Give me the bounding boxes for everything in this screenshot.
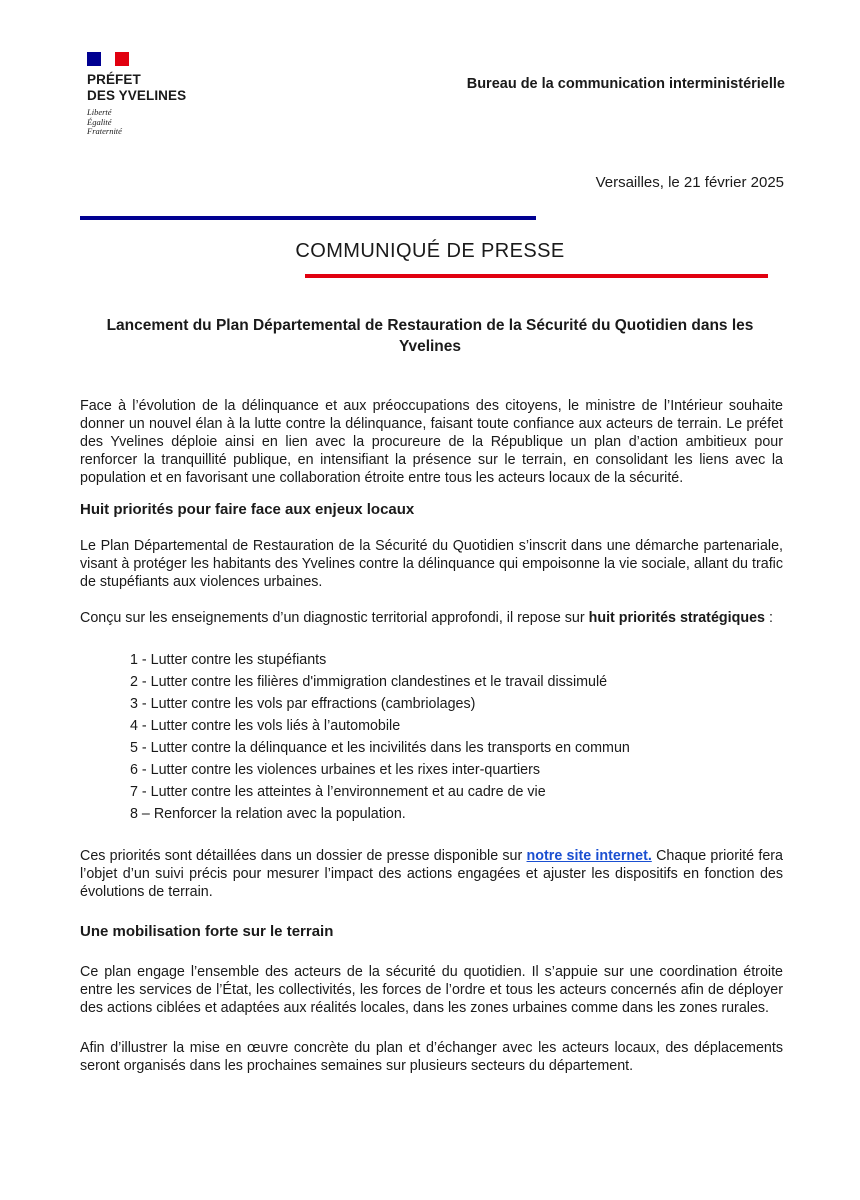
list-item: 4 - Lutter contre les vols liés à l’automobile: [130, 718, 401, 734]
intro-paragraph: Face à l’évolution de la délinquance et aux préoccupations des citoyens, le ministre de l’Intérieur souhaite donner un nouvel élan à la lutte contre la délinquance, faisant toute confiance aux acteurs de terrain. Le préfet des Yvelines déploie ainsi en lien avec la procureure de la République un plan d’action ambitieux pour renforcer la tranquillité publique, en intensifiant la présence sur le terrain, en consolidant les liens avec la population et en favorisant une collaboration étroite entre tous les acteurs locaux de la sécurité.: [80, 398, 783, 486]
blue-divider: [80, 216, 536, 220]
section1-paragraph2: Conçu sur les enseignements d’un diagnostic territorial approfondi, il repose sur huit priorités stratégiques :: [80, 610, 773, 626]
list-item: 6 - Lutter contre les violences urbaines et les rixes inter-quartiers: [130, 762, 541, 778]
prefecture-name: PRÉFET DES YVELINES: [87, 72, 187, 103]
list-item: 1 - Lutter contre les stupéfiants: [130, 652, 327, 668]
bureau-label: Bureau de la communication interministérielle: [466, 76, 785, 92]
website-link[interactable]: notre site internet.: [526, 848, 652, 864]
list-item: 2 - Lutter contre les filières d'immigration clandestines et le travail dissimulé: [130, 674, 608, 690]
list-item: 3 - Lutter contre les vols par effractions (cambriolages): [130, 696, 476, 712]
body-text: [80, 397, 783, 1075]
section2-heading: Une mobilisation forte sur le terrain: [80, 923, 334, 940]
page-title: COMMUNIQUÉ DE PRESSE: [295, 240, 565, 262]
section1-heading: Huit priorités pour faire face aux enjeux locaux: [80, 501, 415, 518]
marianne-flag-icon: [87, 52, 129, 66]
section2-paragraph1: Ce plan engage l’ensemble des acteurs de la sécurité du quotidien. Il s’appuie sur une coordination étroite entre les services de l’État, les collectivités, les forces de l’ordre et tous les acteurs concernés afin de déployer des actions ciblées et adaptées aux réalités locales, dans les zones urbaines comme dans les zones rurales.: [80, 964, 783, 1016]
list-item: 5 - Lutter contre la délinquance et les incivilités dans les transports en commun: [130, 740, 630, 756]
section1-paragraph3: Ces priorités sont détaillées dans un dossier de presse disponible sur notre site internet. Chaque priorité fera l’objet d’un suivi précis pour mesurer l’impact des actions engagées et ajuster les dispositifs en fonction des évolutions de terrain.: [80, 848, 783, 900]
devise: Liberté Égalité Fraternité: [87, 107, 122, 136]
red-divider: [305, 274, 768, 278]
list-item: 7 - Lutter contre les atteintes à l’environnement et au cadre de vie: [130, 784, 546, 800]
priorities-list: [80, 649, 783, 825]
date-line: Versailles, le 21 février 2025: [595, 174, 784, 191]
section2-paragraph2: Afin d’illustrer la mise en œuvre concrète du plan et d’échanger avec les acteurs locaux, des déplacements seront organisés dans les prochaines semaines sur plusieurs secteurs du département.: [80, 1040, 783, 1074]
list-item: 8 – Renforcer la relation avec la population.: [130, 806, 406, 822]
headline: Lancement du Plan Départemental de Restauration de la Sécurité du Quotidien dans les Yvelines: [106, 317, 754, 355]
section1-paragraph1: Le Plan Départemental de Restauration de la Sécurité du Quotidien s’inscrit dans une démarche partenariale, visant à protéger les habitants des Yvelines contre la délinquance qui empoisonne la vie sociale, allant du trafic de stupéfiants aux violences urbaines.: [80, 538, 783, 590]
prefecture-logo: [87, 52, 186, 137]
